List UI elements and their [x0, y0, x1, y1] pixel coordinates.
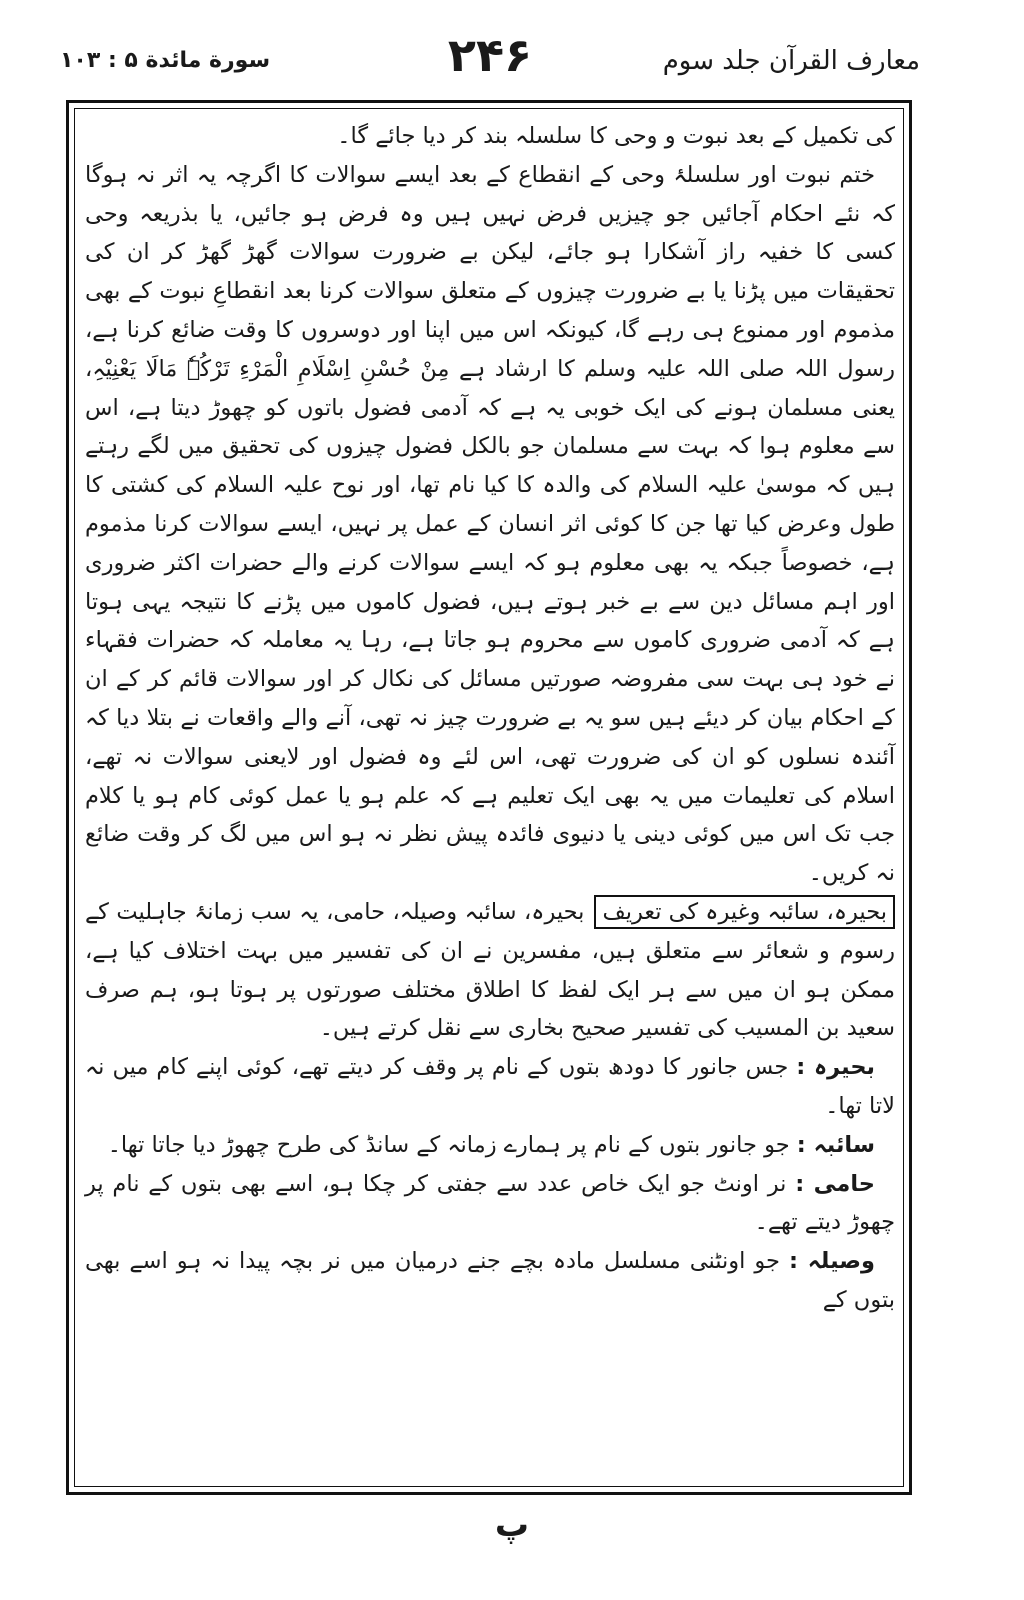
term-bahira: بحیرہ :: [796, 1054, 875, 1081]
definition-hami: [85, 1165, 895, 1243]
signature-mark: پ: [494, 1505, 530, 1545]
definition-saiba-text: جو جانور بتوں کے نام پر ہمارے زمانہ کے سانڈ کی طرح چھوڑ دیا جاتا تھا۔: [107, 1131, 790, 1158]
definition-bahira-text: جس جانور کا دودھ بتوں کے نام پر وقف کر دیتے تھے، کوئی اپنے کام میں نہ لاتا تھا۔: [85, 1054, 895, 1119]
term-wasila: وصیلہ :: [789, 1248, 875, 1275]
book-title: معارف القرآن جلد سوم: [662, 46, 920, 76]
paragraph-1: کی تکمیل کے بعد نبوت و وحی کا سلسلہ بند کر دیا جائے گا۔: [337, 123, 895, 149]
body-text: [85, 117, 895, 1320]
term-saiba: سائبہ :: [796, 1131, 875, 1158]
definition-wasila-text: جو اونٹنی مسلسل مادہ بچے جنے درمیان میں نر بچہ پیدا نہ ہو اسے بھی بتوں کے: [85, 1248, 895, 1313]
section-subheading: بحیرہ، سائبہ وغیرہ کی تعریف: [594, 895, 895, 929]
term-hami: حامی :: [795, 1170, 875, 1197]
text-frame: [66, 100, 912, 1495]
paragraph-3: بحیرہ، سائبہ وصیلہ، حامی، یہ سب زمانۂ جاہلیت کے رسوم و شعائر سے متعلق ہیں، مفسرین نے ان کی تفسیر میں بہت اختلاف کیا ہے، ممکن ہو ان میں سے ہر ایک لفظ کا اطلاق مختلف صورتوں پر ہوتا ہو، ہم صرف سعید بن المسیب کی تفسیر صحیح بخاری سے نقل کرتے ہیں۔: [85, 898, 895, 1042]
definition-saiba: [85, 1126, 895, 1165]
surah-reference: سورة مائدة ۵ : ۱۰۳: [60, 48, 271, 73]
page-header: [60, 28, 920, 88]
definition-bahira: [85, 1048, 895, 1126]
definition-wasila: [85, 1242, 895, 1320]
definition-hami-text: نر اونٹ جو ایک خاص عدد سے جفتی کر چکا ہو، اسے بھی بتوں کے نام پر چھوڑ دیتے تھے۔: [85, 1170, 895, 1236]
page-number: ۲۴۶: [447, 28, 533, 82]
paragraph-3-container: [85, 893, 895, 1048]
paragraph-2: ختم نبوت اور سلسلۂ وحی کے انقطاع کے بعد ایسے سوالات کا اگرچہ یہ اثر نہ ہوگا کہ نئے احکام آجائیں جو چیزیں فرض نہیں ہیں وہ فرض ہو جائیں، یا بذریعہ وحی کسی کا خفیہ راز آشکارا ہو جائے، لیکن بے ضرورت سوالات گھڑ گھڑ کر ان کی تحقیقات میں پڑنا یا بے ضرورت چیزوں کے متعلق سوالات کرنا بعد انقطاعِ نبوت کے بھی مذموم اور ممنوع ہی رہے گا، کیونکہ اس میں اپنا اور دوسروں کا وقت ضائع کرنا ہے، رسول اللہ صلی اللہ علیہ وسلم کا ارشاد ہے مِنْ حُسْنِ اِسْلَامِ الْمَرْءِ تَرْکُہٗ مَالَا یَعْنِیْہِ، یعنی مسلمان ہونے کی ایک خوبی یہ ہے کہ آدمی فضول باتوں کو چھوڑ دیتا ہے، اس سے معلوم ہوا کہ بہت سے مسلمان جو بالکل فضول چیزوں کی تحقیق میں لگے رہتے ہیں کہ موسیٰ علیہ السلام کی والدہ کا کیا نام تھا، اور نوح علیہ السلام کی کشتی کا طول وعرض کیا تھا جن کا کوئی اثر انسان کے عمل پر نہیں، ایسے سوالات کرنا مذموم ہے، خصوصاً جبکہ یہ بھی معلوم ہو کہ ایسے سوالات کرنے والے حضرات اکثر ضروری اور اہم مسائل دین سے بے خبر ہوتے ہیں، فضول کاموں میں پڑنے کا نتیجہ یہی ہوتا ہے کہ آدمی ضروری کاموں سے محروم ہو جاتا ہے، رہا یہ معاملہ کہ حضرات فقہاء نے خود ہی بہت سی مفروضہ صورتیں مسائل کی نکال کر اور سوالات قائم کر کے ان کے احکام بیان کر دیئے ہیں سو یہ بے ضرورت چیز نہ تھی، آنے والے واقعات نے بتلا دیا کہ آئندہ نسلوں کو ان کی ضرورت تھی، اس لئے وہ فضول اور لایعنی سوالات نہ تھے، اسلام کی تعلیمات میں یہ بھی ایک تعلیم ہے کہ علم ہو یا عمل کوئی کام ہو یا کلام جب تک اس میں کوئی دینی یا دنیوی فائدہ پیش نظر نہ ہو اس میں لگ کر وقت ضائع نہ کریں۔: [85, 161, 895, 887]
